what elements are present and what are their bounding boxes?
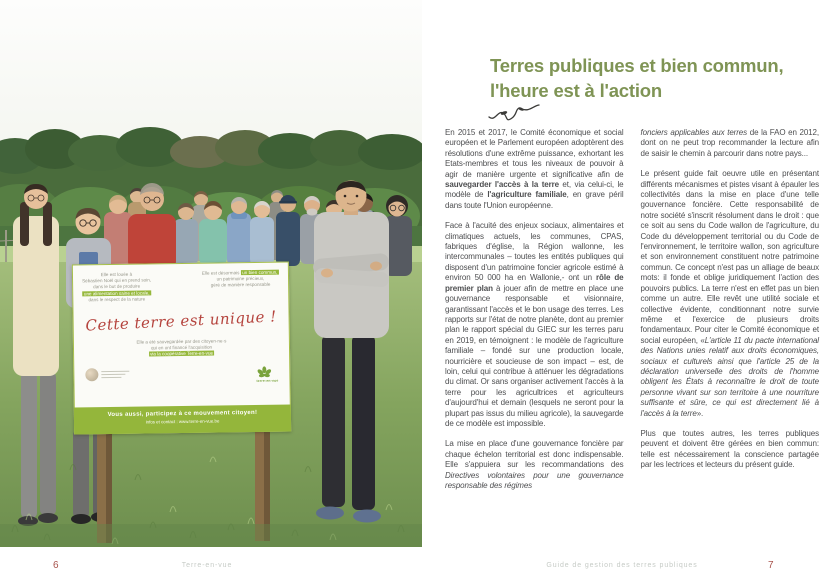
paragraph: Plus que toutes autres, les terres publiques peuvent et doivent être gérées en bien commun: telle est nécessairement la conscience partagée par les lectrices et lecteurs du présent guide.: [640, 428, 819, 470]
sign-banner: [74, 404, 291, 434]
sign-line: Sébastien Noël qui en prend soin,: [82, 277, 152, 284]
body-columns: [445, 128, 819, 501]
body-column-1: [445, 128, 624, 501]
field-photo: [0, 0, 422, 547]
page-number-left: 6: [53, 560, 59, 571]
banner-call-to-action: Vous aussi, participez à ce mouvement citoyen!: [107, 409, 258, 419]
leaf-logo-icon: [256, 366, 272, 379]
logo-text: terre-en-vue: [256, 378, 279, 383]
paragraph: fonciers applicables aux terres de la FAO en 2012, dont on ne peut trop recommander la lecture afin de saisir le chemin à parcourir dans notre pays...: [640, 128, 819, 158]
sign-line: via la coopérative Terre-en-vue: [150, 350, 214, 357]
sign-line: géré de manière responsable: [210, 282, 271, 288]
sign-line: dans le respect de la nature: [88, 296, 146, 303]
sign-line: Elle est louée à: [100, 271, 133, 278]
page-title: [490, 53, 783, 103]
footer-left: Terre-en-vue: [181, 562, 233, 569]
sign-text-right: [202, 270, 279, 302]
sign-headline: Cette terre est unique !: [85, 307, 278, 335]
sign-line: une alimentation saine et locale,: [83, 290, 150, 296]
farmer-avatar: [85, 368, 98, 381]
farmer-portrait: [85, 368, 129, 382]
sign-line: un patrimoine précieux,: [216, 276, 265, 282]
paragraph: En 2015 et 2017, le Comité économique et social européen et le Parlement européen adoptèrent des résolutions d'une extrême puissance, exhortant les Etats-membres et tous les niveaux de pouvoir à agir de manière urgente et significative afin de sauvegarder l'accès à la terre et, via celui-ci, le modèle de l'agriculture familiale, en grave péril dans toute l'Union européenne.: [445, 128, 624, 210]
sign-post-right: [255, 418, 270, 541]
paragraph: Face à l'acuité des enjeux sociaux, alimentaires et climatiques actuels, les communes, CPAS, fabriques d'église, la Région wallonne, les intercommunales – toutes les entités publiques qui disposent d'un patrimoine foncier agricole estimé à environ 50 000 ha en Wallonie,- ont un rôle de premier plan à jouer afin de mettre en place une gouvernance responsable et visionnaire, garantissant l'accès et le bon usage des terres. Les rapports sur l'état de notre planète, dont au premier plan le rapport spécial du GIEC sur les terres paru en 2019, en témoignent : le modèle de l'agriculture familiale – fondé sur une production locale, nourricière et soucieuse de son impact – est, de loin, celui qui contribue à atténuer les dégradations du climat. Or sans organiser activement l'accès à la terre pour les agricultrices et agriculteurs d'aujourd'hui et demain (lesquels ne seront pour la plupart pas issus du milieu agricole), la sauvegarde de ce modèle est impossible.: [445, 221, 624, 428]
title-line-1: Terres publiques et bien commun,: [490, 55, 784, 76]
paragraph: La mise en place d'une gouvernance foncière par chaque échelon territorial est donc indispensable. Elle s'appuiera sur les recommandations des Directives volontaires pour une gouvernance responsable des régimes: [445, 439, 624, 490]
sign-line: Elle a été sauvegardée par des citoyen·ne·s: [136, 338, 227, 345]
farmer-caption-bars: [101, 369, 129, 380]
sign-line: dans le but de produire: [93, 283, 141, 290]
branch-flourish-icon: [487, 101, 541, 130]
terre-sign: [72, 261, 291, 434]
title-line-2: l'heure est à l'action: [490, 80, 662, 101]
footer-right: Guide de gestion des terres publiques: [546, 562, 698, 569]
page-number-right: 7: [768, 560, 774, 571]
body-column-2: [641, 128, 820, 501]
paragraph: Le présent guide fait oeuvre utile en présentant différents mécanismes et pistes visant à épauler les collectivités dans la mise en place d'une telle gouvernance foncière. Cette responsabilité de notre société s'inscrit résolument dans le droit : que ce soit au sens du Code wallon de l'agriculture, du Code du développement territorial ou du Code de l'environnement, le territoire wallon, son agriculture et son environnement constituent notre patrimoine commun. Ce concept n'est pas un alliage de beaux mots: il fonde et oblige juridiquement l'action des pouvoirs publics. La terre n'est en effet pas un bien comme un autre. Elle revêt une utilité sociale et collective évidente, conditionnant notre survie même et l'exercice de plusieurs droits fondamentaux. Pour citer le Comité économique et social européen, «L'article 11 du pacte international des Nations unies relatif aux droits économiques, sociaux et culturels ainsi que l'article 25 de la déclaration universelle des droits de l'homme obligent les États à reconnaître le droit de toute personne vivant sur son territoire à une nourriture suffisante et sûre, ce qui est directement lié à l'accès à la terre».: [640, 169, 819, 418]
terre-en-vue-logo: [256, 366, 278, 383]
banner-contact: infos et contact : www.terre-en-vue.be: [145, 417, 220, 425]
sign-save-lines: [74, 338, 289, 360]
sign-line: qui en ont financé l'acquisition: [150, 344, 213, 351]
sign-line: Elle est désormais un bien commun,: [201, 269, 278, 276]
sign-text-left: [82, 271, 151, 303]
